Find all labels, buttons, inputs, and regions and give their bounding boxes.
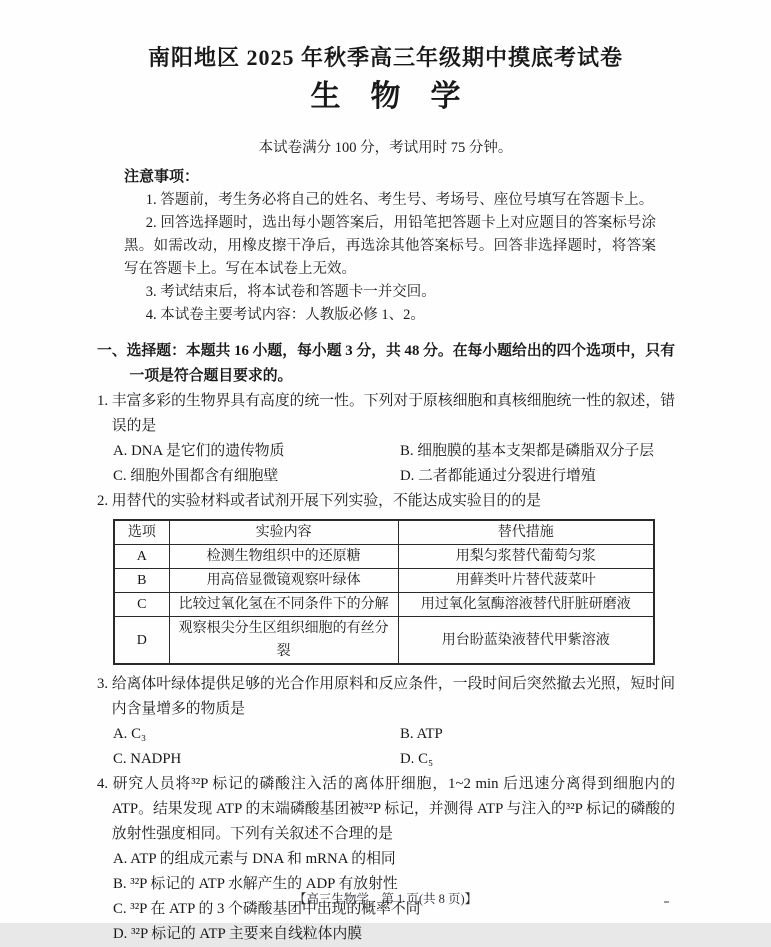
question-1-options bbox=[97, 439, 675, 489]
table-row-d bbox=[114, 617, 654, 665]
question-3-options bbox=[97, 722, 675, 772]
table-cell: 用高倍显微镜观察叶绿体 bbox=[169, 569, 398, 593]
question-3-stem: 3. 给离体叶绿体提供足够的光合作用原料和反应条件，一段时间后突然撤去光照，短时间内含量增多的物质是 bbox=[97, 676, 675, 717]
question-1-stem: 1. 丰富多彩的生物界具有高度的统一性。下列对于原核细胞和真核细胞统一性的叙述，错误的是 bbox=[97, 393, 675, 434]
table-cell: B bbox=[114, 569, 169, 593]
exam-info-line: 本试卷满分 100 分，考试用时 75 分钟。 bbox=[258, 140, 513, 156]
table-cell: 观察根尖分生区组织细胞的有丝分裂 bbox=[169, 617, 398, 665]
table-cell: 用梨匀浆替代葡萄匀浆 bbox=[398, 545, 654, 569]
table-header-experiment: 实验内容 bbox=[169, 520, 398, 545]
experiment-substitute-table bbox=[113, 519, 655, 665]
table-cell: 检测生物组织中的还原糖 bbox=[169, 545, 398, 569]
question-1-option-d: D. 二者都能通过分裂进行增殖 bbox=[400, 468, 596, 484]
page-footer: 【高三生物学 第 1 页(共 8 页)】 bbox=[293, 892, 478, 906]
exam-title: 南阳地区 2025 年秋季高三年级期中摸底考试卷 bbox=[147, 45, 623, 70]
table-row-c bbox=[114, 593, 654, 617]
notice-item-4: 4. 本试卷主要考试内容：人教版必修 1、2。 bbox=[145, 307, 425, 323]
table-cell: D bbox=[114, 617, 169, 665]
question-3-option-b: B. ATP bbox=[400, 726, 443, 742]
question-4-option-d: D. ³²P 标记的 ATP 主要来自线粒体内膜 bbox=[113, 926, 363, 942]
question-4-option-b: B. ³²P 标记的 ATP 水解产生的 ADP 有放射性 bbox=[113, 876, 398, 892]
question-3-option-a: A. C₃ bbox=[113, 726, 147, 742]
question-3 bbox=[97, 672, 675, 772]
table-cell: 用藓类叶片替代菠菜叶 bbox=[398, 569, 654, 593]
question-2 bbox=[97, 489, 675, 665]
notice-heading: 注意事项： bbox=[124, 169, 200, 185]
notice-item-1: 1. 答题前，考生务必将自己的姓名、考生号、考场号、座位号填写在答题卡上。 bbox=[145, 192, 654, 208]
question-4 bbox=[97, 772, 675, 947]
question-4-option-a: A. ATP 的组成元素与 DNA 和 mRNA 的相同 bbox=[113, 851, 396, 867]
question-2-stem: 2. 用替代的实验材料或者试剂开展下列实验，不能达成实验目的的是 bbox=[97, 493, 541, 509]
notice-item-3: 3. 考试结束后，将本试卷和答题卡一并交回。 bbox=[145, 284, 436, 300]
table-header-option: 选项 bbox=[114, 520, 169, 545]
question-3-option-d: D. C₅ bbox=[400, 751, 434, 767]
subject-title: 生 物 学 bbox=[310, 80, 461, 113]
question-1 bbox=[97, 389, 675, 489]
notice-section bbox=[124, 166, 656, 327]
question-4-stem: 4. 研究人员将³²P 标记的磷酸注入活的离体肝细胞，1~2 min 后迅速分离得到细胞内的 ATP。结果发现 ATP 的末端磷酸基团被³²P 标记，并测得 ATP 与注入的³²P 标记的磷酸的放射性强度相同。下列有关叙述不合理的是 bbox=[97, 776, 675, 842]
notice-item-2: 2. 回答选择题时，选出每小题答案后，用铅笔把答题卡上对应题目的答案标号涂黑。如需改动，用橡皮擦干净后，再选涂其他答案标号。回答非选择题时，将答案写在答题卡上。写在本试卷上无效。 bbox=[124, 215, 656, 277]
table-cell: 比较过氧化氢在不同条件下的分解 bbox=[169, 593, 398, 617]
table-cell: C bbox=[114, 593, 169, 617]
section-one-heading: 一、选择题：本题共 16 小题，每小题 3 分，共 48 分。在每小题给出的四个选项中，只有一项是符合题目要求的。 bbox=[97, 343, 675, 384]
question-1-option-c: C. 细胞外围都含有细胞壁 bbox=[113, 468, 279, 484]
table-cell: 用过氧化氢酶溶液替代肝脏研磨液 bbox=[398, 593, 654, 617]
question-1-option-a: A. DNA 是它们的遗传物质 bbox=[113, 443, 285, 459]
table-row-a bbox=[114, 545, 654, 569]
questions-section bbox=[97, 339, 675, 947]
table-header-substitute: 替代措施 bbox=[398, 520, 654, 545]
table-cell: 用台盼蓝染液替代甲紫溶液 bbox=[398, 617, 654, 665]
table-row-b bbox=[114, 569, 654, 593]
scan-artifact bbox=[664, 901, 669, 903]
question-3-option-c: C. NADPH bbox=[113, 751, 182, 767]
table-cell: A bbox=[114, 545, 169, 569]
table-header-row bbox=[114, 520, 654, 545]
question-4-option-c: C. ³²P 在 ATP 的 3 个磷酸基团中出现的概率不同 bbox=[113, 901, 421, 917]
question-1-option-b: B. 细胞膜的基本支架都是磷脂双分子层 bbox=[400, 443, 655, 459]
